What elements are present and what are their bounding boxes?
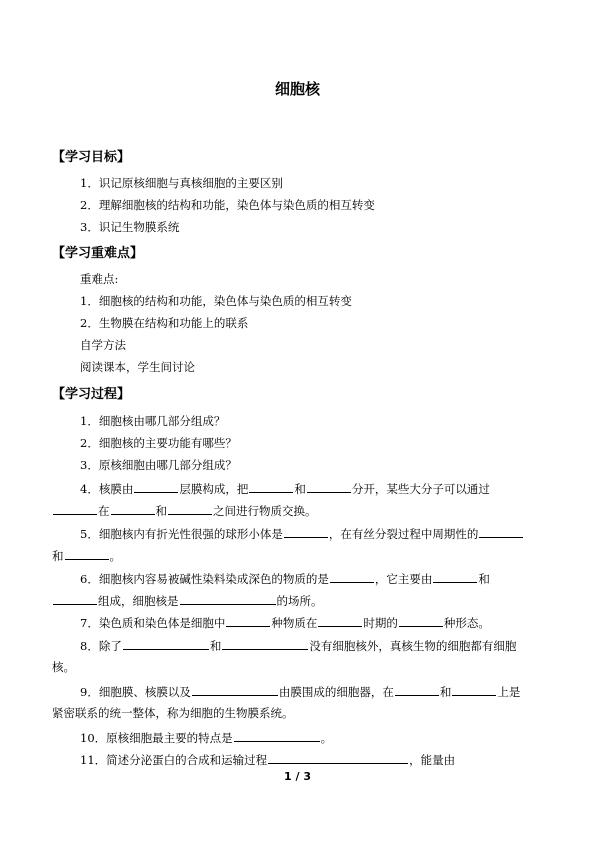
question-3: 3．原核细胞由哪几部分组成？ — [80, 458, 237, 472]
q5-blank-3[interactable] — [65, 547, 109, 560]
q4-text-c: 和 — [294, 482, 306, 496]
q9-text-b: 由膜围成的细胞器，在 — [278, 685, 394, 699]
q4-blank-2[interactable] — [249, 480, 293, 493]
q4-text-e: 在 — [98, 504, 110, 518]
q7-blank-2[interactable] — [318, 614, 362, 627]
q5-text-c: 和 — [52, 549, 64, 563]
question-6-line-1 — [80, 570, 490, 587]
method-text: 阅读课本，学生间讨论 — [80, 360, 195, 374]
q9-blank-3[interactable] — [452, 683, 496, 696]
page-number: 1 / 3 — [284, 770, 311, 783]
question-9-line-1 — [80, 683, 520, 700]
q6-blank-1[interactable] — [330, 570, 374, 583]
question-8-line-1 — [80, 637, 516, 654]
question-4-line-1 — [80, 480, 490, 497]
question-5-line-1 — [80, 525, 524, 542]
q6-blank-4[interactable] — [180, 592, 276, 605]
question-11 — [80, 751, 455, 768]
q10-text-b: 。 — [320, 731, 333, 745]
q5-text-a: 5．细胞核内有折光性很强的球形小体是 — [80, 527, 283, 541]
q8-blank-2[interactable] — [222, 637, 308, 650]
q9-blank-2[interactable] — [395, 683, 439, 696]
q4-text-d: 分开，某些大分子可以通过 — [351, 482, 490, 496]
q4-blank-6[interactable] — [168, 502, 212, 515]
q10-text-a: 10．原核细胞最主要的特点是 — [80, 731, 233, 745]
q9-text-d: 上是 — [497, 685, 521, 699]
q4-text-a: 4．核膜由 — [80, 482, 134, 496]
q4-text-f: 和 — [155, 504, 167, 518]
key-point-item-2: 2．生物膜在结构和功能上的联系 — [80, 316, 249, 330]
question-4-line-2 — [52, 502, 317, 519]
q7-text-d: 种形态。 — [443, 616, 490, 630]
q5-blank-2[interactable] — [479, 525, 523, 538]
goal-item-2: 2．理解细胞核的结构和功能，染色体与染色质的相互转变 — [80, 198, 375, 212]
q5-text-d: 。 — [109, 549, 121, 563]
key-points-label: 重难点: — [80, 272, 119, 286]
q11-blank-1[interactable] — [268, 751, 408, 764]
page-title: 细胞核 — [274, 80, 320, 98]
q6-blank-3[interactable] — [53, 592, 97, 605]
q6-text-e: 的场所。 — [276, 594, 323, 608]
question-6-line-2 — [52, 592, 323, 609]
q4-blank-1[interactable] — [134, 480, 178, 493]
q4-text-g: 之间进行物质交换。 — [213, 504, 317, 518]
q4-text-b: 层膜构成，把 — [179, 482, 249, 496]
question-10 — [80, 729, 332, 746]
q9-blank-1[interactable] — [192, 683, 278, 696]
q7-text-b: 种物质在 — [271, 616, 318, 630]
q9-text-c: 和 — [439, 685, 452, 699]
q6-text-a: 6．细胞核内容易被碱性染料染成深色的物质的是 — [80, 572, 329, 586]
goal-item-3: 3．识记生物膜系统 — [80, 220, 180, 234]
question-9-line-2: 紧密联系的统一整体，称为细胞的生物膜系统。 — [52, 706, 294, 720]
q7-text-c: 时期的 — [363, 616, 398, 630]
q7-blank-3[interactable] — [399, 614, 443, 627]
q4-blank-4[interactable] — [53, 502, 97, 515]
question-5-line-2 — [52, 547, 121, 564]
question-8-line-2: 核。 — [52, 660, 75, 674]
q6-text-b: ，它主要由 — [374, 572, 433, 586]
q8-text-a: 8．除了 — [80, 639, 122, 653]
q4-blank-5[interactable] — [111, 502, 155, 515]
question-2: 2．细胞核的主要功能有哪些？ — [80, 436, 237, 450]
key-points-heading: 【学习重难点】 — [52, 246, 144, 261]
q10-blank-1[interactable] — [234, 729, 320, 742]
q9-text-a: 9．细胞膜、核膜以及 — [80, 685, 191, 699]
q8-blank-1[interactable] — [123, 637, 209, 650]
process-heading: 【学习过程】 — [52, 387, 131, 402]
question-1: 1．细胞核由哪几部分组成？ — [80, 414, 226, 428]
q4-blank-3[interactable] — [307, 480, 351, 493]
q11-text-a: 11．简述分泌蛋白的合成和运输过程 — [80, 753, 268, 767]
q6-blank-2[interactable] — [433, 570, 477, 583]
method-label: 自学方法 — [80, 338, 126, 352]
q6-text-c: 和 — [478, 572, 490, 586]
q11-text-b: ，能量由 — [409, 753, 456, 767]
question-7 — [80, 614, 490, 631]
q7-text-a: 7．染色质和染色体是细胞中 — [80, 616, 226, 630]
key-point-item-1: 1．细胞核的结构和功能，染色体与染色质的相互转变 — [80, 294, 352, 308]
q8-text-b: 和 — [209, 639, 222, 653]
goal-item-1: 1．识记原核细胞与真核细胞的主要区别 — [80, 176, 283, 190]
goals-heading: 【学习目标】 — [52, 150, 131, 165]
q5-text-b: ，在有丝分裂过程中周期性的 — [328, 527, 479, 541]
q6-text-d: 组成，细胞核是 — [98, 594, 179, 608]
q5-blank-1[interactable] — [284, 525, 328, 538]
q8-text-c: 没有细胞核外，真核生物的细胞都有细胞 — [309, 639, 517, 653]
q7-blank-1[interactable] — [226, 614, 270, 627]
